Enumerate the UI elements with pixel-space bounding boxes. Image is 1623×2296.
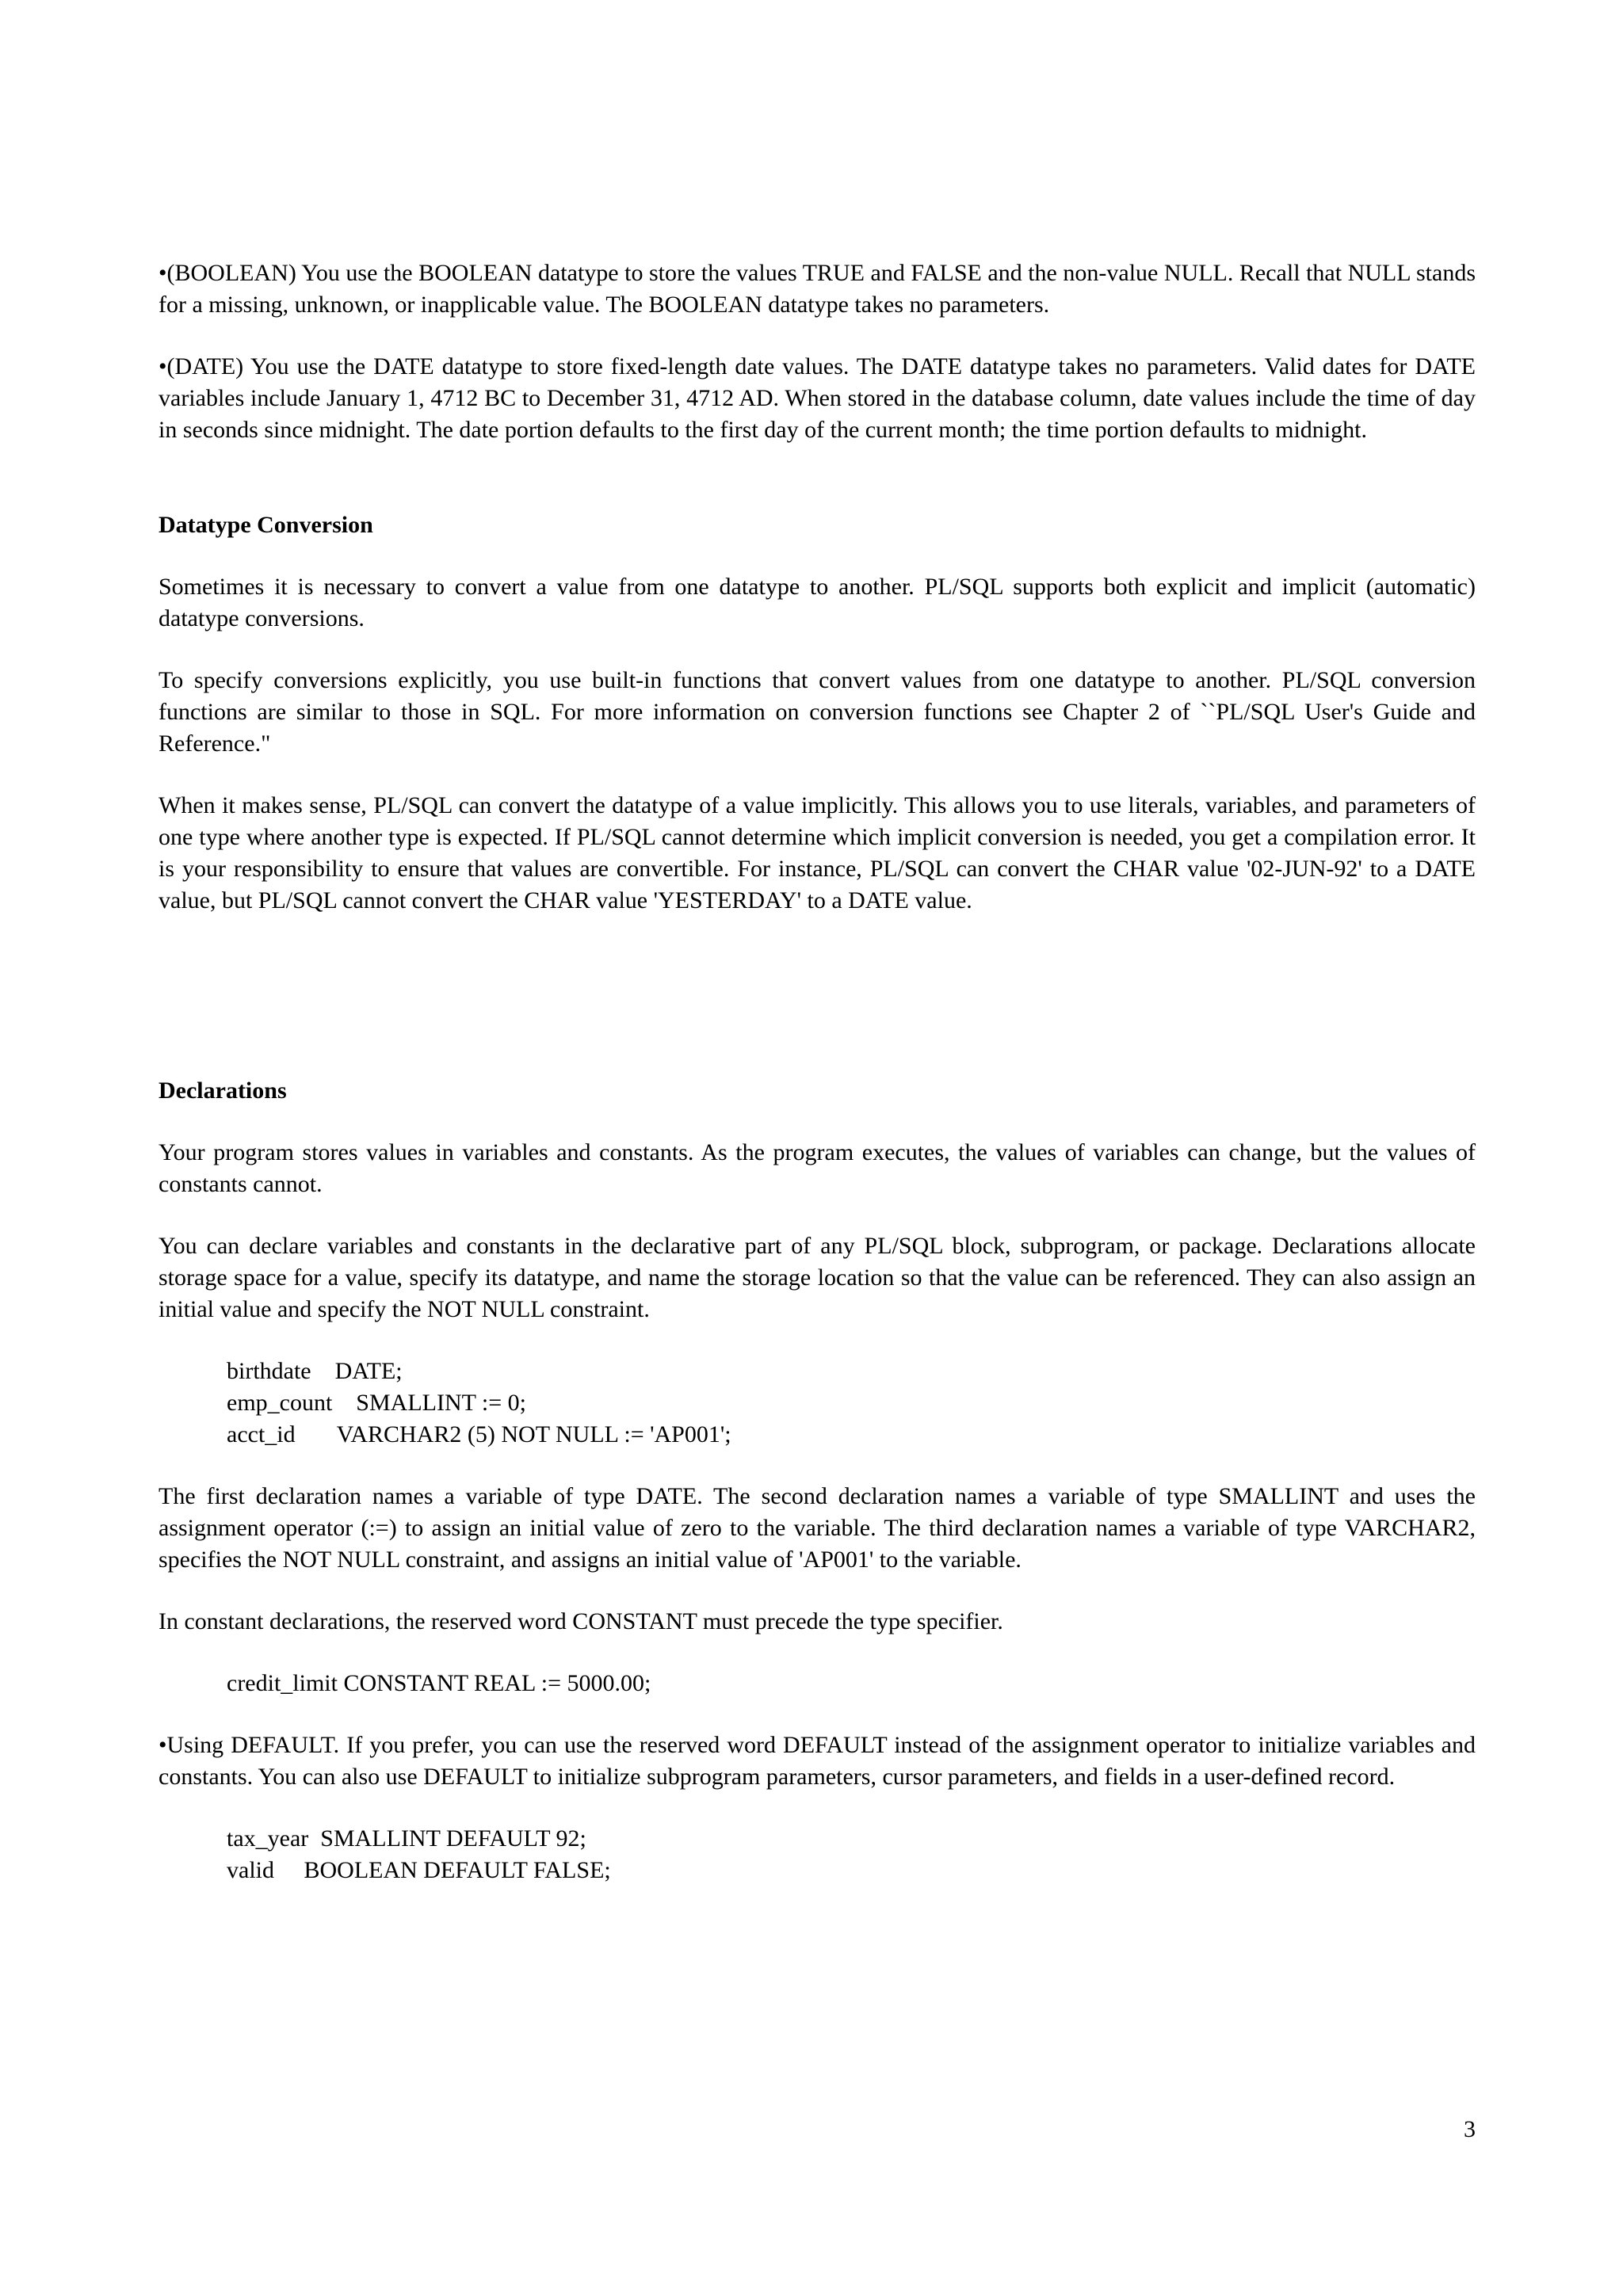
paragraph-using-default: •Using DEFAULT. If you prefer, you can use the reserved word DEFAULT instead of the assignment operator to initialize variables and constants. You can also use DEFAULT to initialize subprogram parameters, cursor parameters, and fields in a user-defined record. [158, 1732, 1476, 1790]
code-line: valid BOOLEAN DEFAULT FALSE; [227, 1857, 611, 1883]
page-number: 3 [1464, 2116, 1476, 2142]
code-line: acct_id VARCHAR2 (5) NOT NULL := 'AP001'; [227, 1421, 731, 1447]
heading-datatype-conversion: Datatype Conversion [158, 512, 373, 538]
paragraph-conversion-intro: Sometimes it is necessary to convert a value from one datatype to another. PL/SQL supports both explicit and implicit (automatic) datatype conversions. [158, 574, 1476, 631]
paragraph-boolean: •(BOOLEAN) You use the BOOLEAN datatype to store the values TRUE and FALSE and the non-value NULL. Recall that NULL stands for a missing, unknown, or inapplicable value. The BOOLEAN datatype takes no parameters. [158, 260, 1476, 318]
heading-declarations: Declarations [158, 1077, 287, 1104]
code-block-declarations [227, 1356, 1476, 1451]
paragraph-date: •(DATE) You use the DATE datatype to store fixed-length date values. The DATE datatype takes no parameters. Valid dates for DATE variables include January 1, 4712 BC to December 31, 4712 AD. When stored in the database column, date values include the time of day in seconds since midnight. The date portion defaults to the first day of the current month; the time portion defaults to midnight. [158, 353, 1476, 443]
paragraph-declarations-explained: The first declaration names a variable of type DATE. The second declaration names a variable of type SMALLINT and uses the assignment operator (:=) to assign an initial value of zero to the variable. The third declaration names a variable of type VARCHAR2, specifies the NOT NULL constraint, and assigns an initial value of 'AP001' to the variable. [158, 1483, 1476, 1573]
code-line: tax_year SMALLINT DEFAULT 92; [227, 1825, 586, 1852]
paragraph-conversion-explicit: To specify conversions explicitly, you use built-in functions that convert values from one datatype to another. PL/SQL conversion functions are similar to those in SQL. For more information on conversion functions see Chapter 2 of ``PL/SQL User's Guide and Reference." [158, 667, 1476, 757]
code-line: birthdate DATE; [227, 1358, 403, 1384]
paragraph-declarations-intro: Your program stores values in variables and constants. As the program executes, the values of variables can change, but the values of constants cannot. [158, 1139, 1476, 1197]
paragraph-conversion-implicit: When it makes sense, PL/SQL can convert the datatype of a value implicitly. This allows you to use literals, variables, and parameters of one type where another type is expected. If PL/SQL cannot determine which implicit conversion is needed, you get a compilation error. It is your responsibility to ensure that values are convertible. For instance, PL/SQL can convert the CHAR value '02-JUN-92' to a DATE value, but PL/SQL cannot convert the CHAR value 'YESTERDAY' to a DATE value. [158, 792, 1476, 913]
code-block-constant [227, 1668, 1476, 1699]
code-line: emp_count SMALLINT := 0; [227, 1390, 527, 1416]
document-body [158, 257, 1476, 1886]
code-block-defaults [227, 1823, 1476, 1886]
paragraph-constant-declarations: In constant declarations, the reserved word CONSTANT must precede the type specifier. [158, 1608, 1003, 1634]
paragraph-declarations-where: You can declare variables and constants in the declarative part of any PL/SQL block, subprogram, or package. Declarations allocate storage space for a value, specify its datatype, and name the storage location so that the value can be referenced. They can also assign an initial value and specify the NOT NULL constraint. [158, 1233, 1476, 1322]
code-line: credit_limit CONSTANT REAL := 5000.00; [227, 1670, 651, 1696]
